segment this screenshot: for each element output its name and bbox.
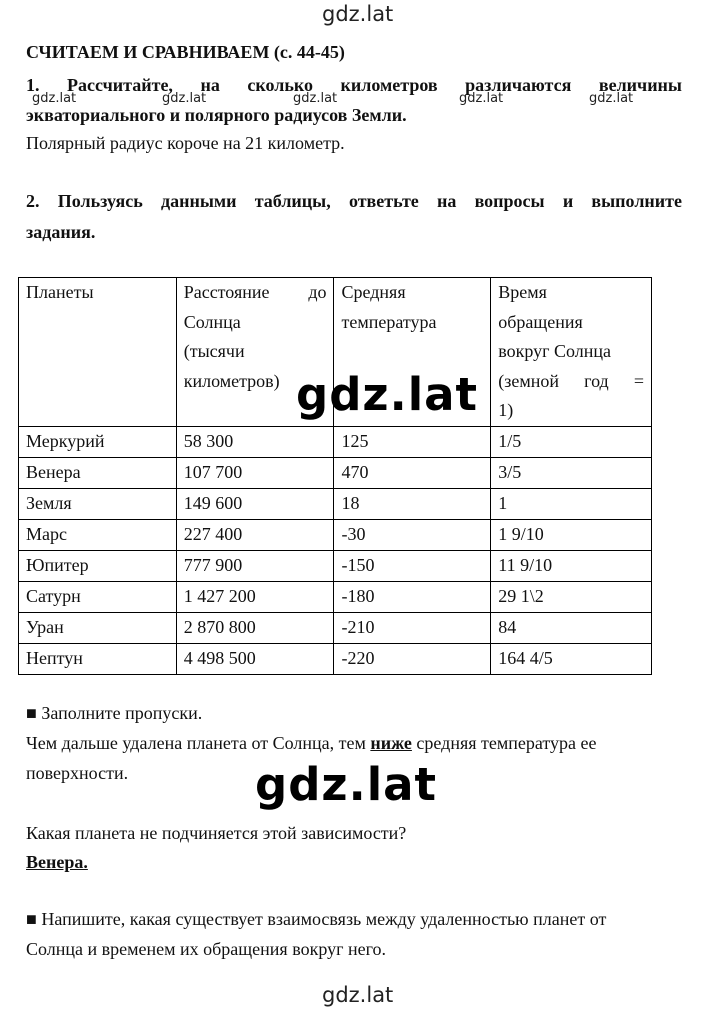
- table-cell: 11 9/10: [491, 550, 652, 581]
- table-cell: 149 600: [176, 488, 334, 519]
- table-cell: Юпитер: [19, 550, 177, 581]
- table-cell: 29 1\2: [491, 581, 652, 612]
- task1-line2: экваториального и полярного радиусов Земли.: [26, 105, 407, 125]
- watermark-large: gdz.lat: [255, 758, 438, 811]
- table-row: [19, 550, 652, 581]
- table-row: [19, 581, 652, 612]
- table-cell: -30: [334, 519, 491, 550]
- table-cell: 125: [334, 426, 491, 457]
- task2-line1: 2. Пользуясь данными таблицы, ответьте на вопросы и выполните: [26, 191, 682, 211]
- watermark-small: gdz.lat: [162, 91, 207, 106]
- table-cell: 164 4/5: [491, 643, 652, 674]
- planets-table: [18, 277, 652, 675]
- watermark-small: gdz.lat: [293, 91, 338, 106]
- table-cell: 2 870 800: [176, 612, 334, 643]
- table-cell: Венера: [19, 457, 177, 488]
- last-task-line1: ■ Напишите, какая существует взаимосвязь между удаленностью планет от: [26, 909, 607, 929]
- table-cell: 777 900: [176, 550, 334, 581]
- table-cell: 84: [491, 612, 652, 643]
- table-cell: -180: [334, 581, 491, 612]
- task1-answer: Полярный радиус короче на 21 километр.: [26, 133, 345, 153]
- table-header-cell: Расстояние до Солнца (тысячи километров): [176, 278, 334, 427]
- watermark-small: gdz.lat: [459, 91, 504, 106]
- table-cell: 1 427 200: [176, 581, 334, 612]
- table-row: [19, 426, 652, 457]
- table-cell: 1: [491, 488, 652, 519]
- table-row: [19, 488, 652, 519]
- table-cell: 470: [334, 457, 491, 488]
- table-cell: Марс: [19, 519, 177, 550]
- task1-line1: 1. Рассчитайте, на сколько километров различаются величины: [26, 75, 682, 95]
- last-task-line2: Солнца и временем их обращения вокруг него.: [26, 939, 387, 959]
- section-title: СЧИТАЕМ И СРАВНИВАЕМ (с. 44-45): [26, 42, 345, 62]
- question-text: Какая планета не подчиняется этой зависимости?: [26, 823, 407, 843]
- watermark-bottom: gdz.lat: [322, 983, 394, 1007]
- watermark-small: gdz.lat: [32, 91, 77, 106]
- table-cell: 1 9/10: [491, 519, 652, 550]
- question-answer: Венера.: [26, 852, 88, 872]
- table-cell: Меркурий: [19, 426, 177, 457]
- table-cell: 58 300: [176, 426, 334, 457]
- table-cell: 227 400: [176, 519, 334, 550]
- table-row: [19, 612, 652, 643]
- table-cell: -220: [334, 643, 491, 674]
- table-cell: -210: [334, 612, 491, 643]
- table-cell: 3/5: [491, 457, 652, 488]
- table-row: [19, 519, 652, 550]
- table-cell: Нептун: [19, 643, 177, 674]
- table-row: [19, 643, 652, 674]
- table-cell: 1/5: [491, 426, 652, 457]
- fill-in-sentence-line2: поверхности.: [26, 763, 129, 783]
- table-row: [19, 457, 652, 488]
- table-cell: 107 700: [176, 457, 334, 488]
- task2-line2: задания.: [26, 222, 96, 242]
- table-cell: 18: [334, 488, 491, 519]
- table-cell: Уран: [19, 612, 177, 643]
- fill-in-label: ■ Заполните пропуски.: [26, 703, 203, 723]
- watermark-small: gdz.lat: [589, 91, 634, 106]
- table-cell: Земля: [19, 488, 177, 519]
- watermark-top: gdz.lat: [322, 2, 394, 26]
- fill-in-answer: ниже: [370, 733, 412, 753]
- table-cell: -150: [334, 550, 491, 581]
- table-cell: 4 498 500: [176, 643, 334, 674]
- table-header-cell: Средняя температура: [334, 278, 491, 427]
- watermark-large: gdz.lat: [296, 368, 479, 421]
- table-header-cell: Время обращения вокруг Солнца (земной год = 1): [491, 278, 652, 427]
- table-cell: Сатурн: [19, 581, 177, 612]
- table-header-cell: Планеты: [19, 278, 177, 427]
- fill-in-sentence: Чем дальше удалена планета от Солнца, тем ниже средняя температура ее: [26, 733, 597, 753]
